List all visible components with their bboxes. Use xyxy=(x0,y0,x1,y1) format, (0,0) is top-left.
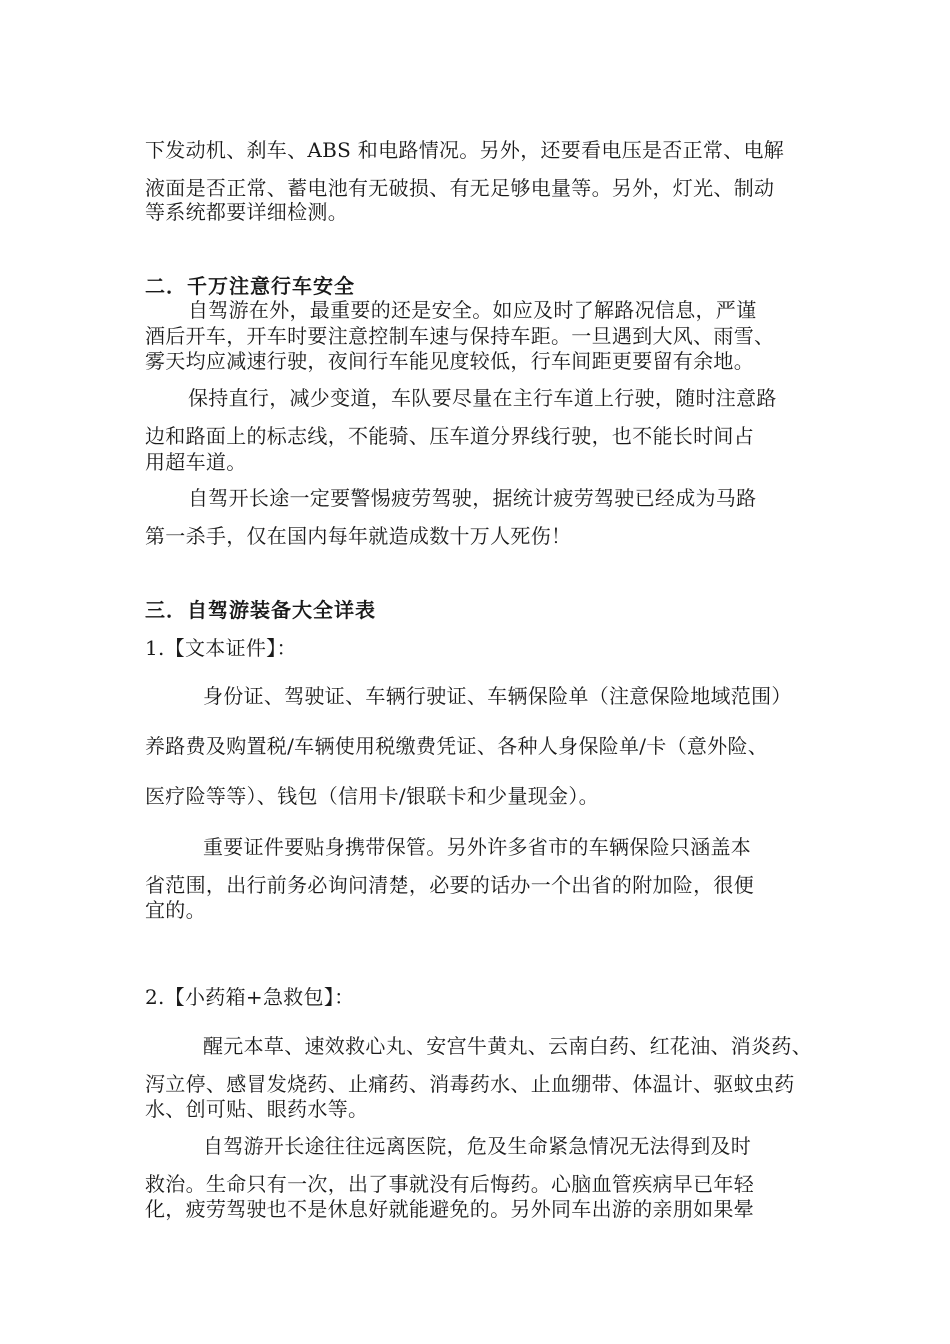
body-text-line: 用超车道。 xyxy=(145,450,247,474)
subsection-title-first-aid: 2.【小药箱+急救包】： xyxy=(145,985,355,1009)
section-heading-equipment: 三．自驾游装备大全详表 xyxy=(145,598,376,622)
body-text-line: 下发动机、刹车、ABS 和电路情况。另外，还要看电压是否正常、电解 xyxy=(145,138,785,162)
body-text-line: 水、创可贴、眼药水等。 xyxy=(145,1097,369,1121)
body-text-line: 养路费及购置税/车辆使用税缴费凭证、各种人身保险单/卡（意外险、 xyxy=(145,734,769,758)
body-text-line: 化，疲劳驾驶也不是休息好就能避免的。另外同车出游的亲朋如果晕 xyxy=(145,1197,754,1221)
body-text-line: 身份证、驾驶证、车辆行驶证、车辆保险单（注意保险地域范围） xyxy=(203,684,792,708)
section-heading-safety: 二．千万注意行车安全 xyxy=(145,274,355,298)
subsection-title-documents: 1.【文本证件】： xyxy=(145,636,297,660)
body-text-line: 宜的。 xyxy=(145,898,206,922)
body-text-line: 保持直行，减少变道，车队要尽量在主行车道上行驶，随时注意路 xyxy=(188,386,777,410)
body-text-line: 醒元本草、速效救心丸、安宫牛黄丸、云南白药、红花油、消炎药、 xyxy=(203,1034,812,1058)
body-text-line: 雾天均应减速行驶，夜间行车能见度较低，行车间距更要留有余地。 xyxy=(145,349,754,373)
body-text-line: 自驾开长途一定要警惕疲劳驾驶，据统计疲劳驾驶已经成为马路 xyxy=(188,486,757,510)
body-text-line: 救治。生命只有一次，出了事就没有后悔药。心脑血管疾病早已年轻 xyxy=(145,1172,754,1196)
body-text-line: 第一杀手，仅在国内每年就造成数十万人死伤！ xyxy=(145,524,572,548)
body-text-line: 自驾游在外，最重要的还是安全。如应及时了解路况信息，严谨 xyxy=(188,298,757,322)
body-text-line: 自驾游开长途往往远离医院，危及生命紧急情况无法得到及时 xyxy=(203,1134,752,1158)
body-text-line: 等系统都要详细检测。 xyxy=(145,200,348,224)
body-text-line: 液面是否正常、蓄电池有无破损、有无足够电量等。另外，灯光、制动 xyxy=(145,176,775,200)
body-text-line: 重要证件要贴身携带保管。另外许多省市的车辆保险只涵盖本 xyxy=(203,835,752,859)
body-text-line: 省范围，出行前务必询问清楚，必要的话办一个出省的附加险，很便 xyxy=(145,873,754,897)
body-text-line: 酒后开车，开车时要注意控制车速与保持车距。一旦遇到大风、雨雪、 xyxy=(145,324,775,348)
body-text-line: 边和路面上的标志线，不能骑、压车道分界线行驶，也不能长时间占 xyxy=(145,424,754,448)
body-text-line: 泻立停、感冒发烧药、止痛药、消毒药水、止血绷带、体温计、驱蚊虫药 xyxy=(145,1072,795,1096)
body-text-line: 医疗险等等）、钱包（信用卡/银联卡和少量现金）。 xyxy=(145,784,599,808)
